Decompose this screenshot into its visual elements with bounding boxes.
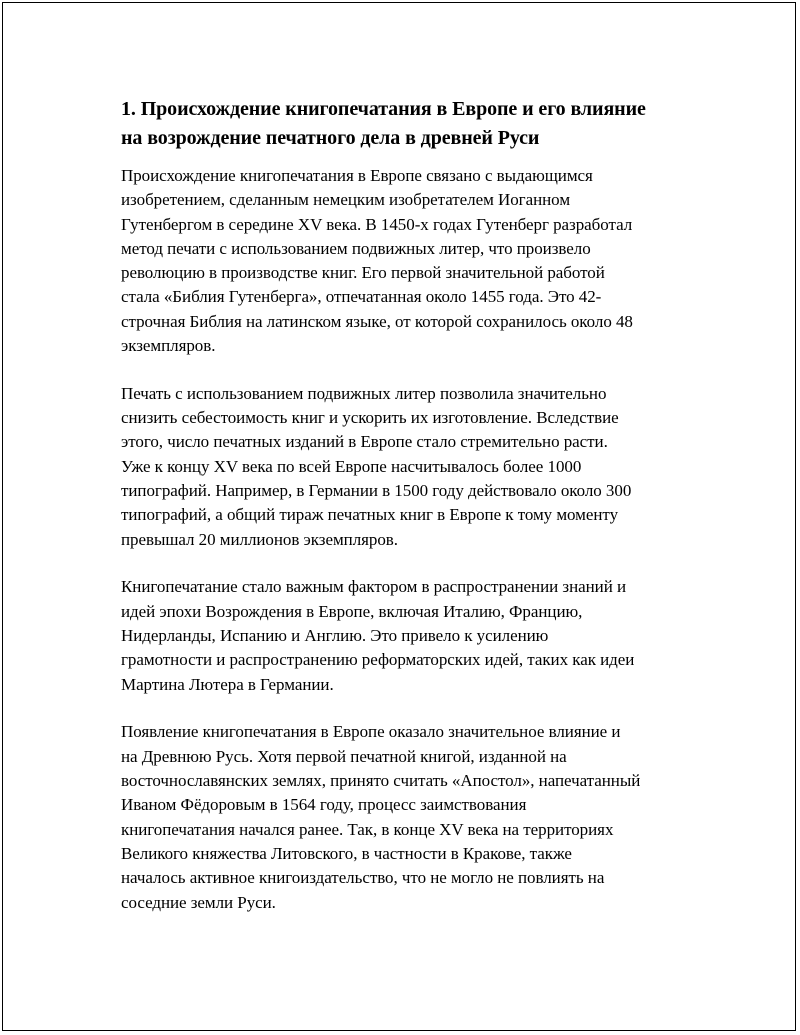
text-line: снизить себестоимость книг и ускорить их изготовление. Вследствие — [121, 408, 619, 428]
text-line: типографий, а общий тираж печатных книг в Европе к тому моменту — [121, 505, 619, 525]
text-line: превышал 20 миллионов экземпляров. — [121, 529, 398, 549]
document-title — [121, 95, 701, 153]
title-line: на возрождение печатного дела в древней Руси — [121, 127, 540, 149]
text-line: Уже к концу XV века по всей Европе насчитывалось более 1000 — [121, 456, 582, 476]
text-line: книгопечатания начался ранее. Так, в конце XV века на территориях — [121, 819, 614, 839]
page-frame — [2, 2, 796, 1031]
text-line: Происхождение книгопечатания в Европе связано с выдающимся — [121, 166, 593, 185]
paragraph-renaissance — [121, 575, 701, 696]
text-line: типографий. Например, в Германии в 1500 году действовало около 300 — [121, 481, 632, 501]
text-line: Нидерланды, Испанию и Англию. Это привело к усилению — [121, 626, 549, 646]
paragraph-ancient-rus — [121, 720, 701, 914]
text-line: идей эпохи Возрождения в Европе, включая Италию, Францию, — [121, 601, 583, 621]
text-line: революцию в производстве книг. Его первой значительной работой — [121, 263, 605, 283]
paragraph-gutenberg — [121, 164, 701, 358]
text-line: началось активное книгоиздательство, что не могло не повлиять на — [121, 868, 605, 888]
text-line: экземпляров. — [121, 336, 216, 356]
text-line: Печать с использованием подвижных литер позволила значительно — [121, 383, 607, 403]
text-line: изобретением, сделанным немецким изобретателем Иоганном — [121, 190, 571, 210]
text-line: Появление книгопечатания в Европе оказало значительное влияние и — [121, 722, 621, 742]
text-line: стала «Библия Гутенберга», отпечатанная около 1455 года. Это 42- — [121, 287, 602, 307]
text-line: грамотности и распространению реформаторских идей, таких как идеи — [121, 650, 635, 670]
text-line: этого, число печатных изданий в Европе стало стремительно расти. — [121, 432, 608, 452]
text-line: Гутенбергом в середине XV века. В 1450-х годах Гутенберг разработал — [121, 214, 633, 234]
text-line: на Древнюю Русь. Хотя первой печатной книгой, изданной на — [121, 746, 567, 766]
text-line: строчная Библия на латинском языке, от которой сохранилось около 48 — [121, 311, 633, 331]
text-line: Мартина Лютера в Германии. — [121, 674, 334, 694]
text-line: Великого княжества Литовского, в частности в Кракове, также — [121, 843, 572, 863]
text-line: восточнославянских землях, принято считать «Апостол», напечатанный — [121, 771, 641, 791]
title-line: 1. Происхождение книгопечатания в Европе и его влияние — [121, 98, 646, 120]
text-line: соседние земли Руси. — [121, 892, 276, 912]
document-body — [121, 95, 701, 938]
text-line: метод печати с использованием подвижных литер, что произвело — [121, 238, 591, 258]
paragraph-printing-growth — [121, 382, 701, 552]
text-line: Книгопечатание стало важным фактором в распространении знаний и — [121, 577, 626, 597]
text-line: Иваном Фёдоровым в 1564 году, процесс заимствования — [121, 795, 527, 815]
